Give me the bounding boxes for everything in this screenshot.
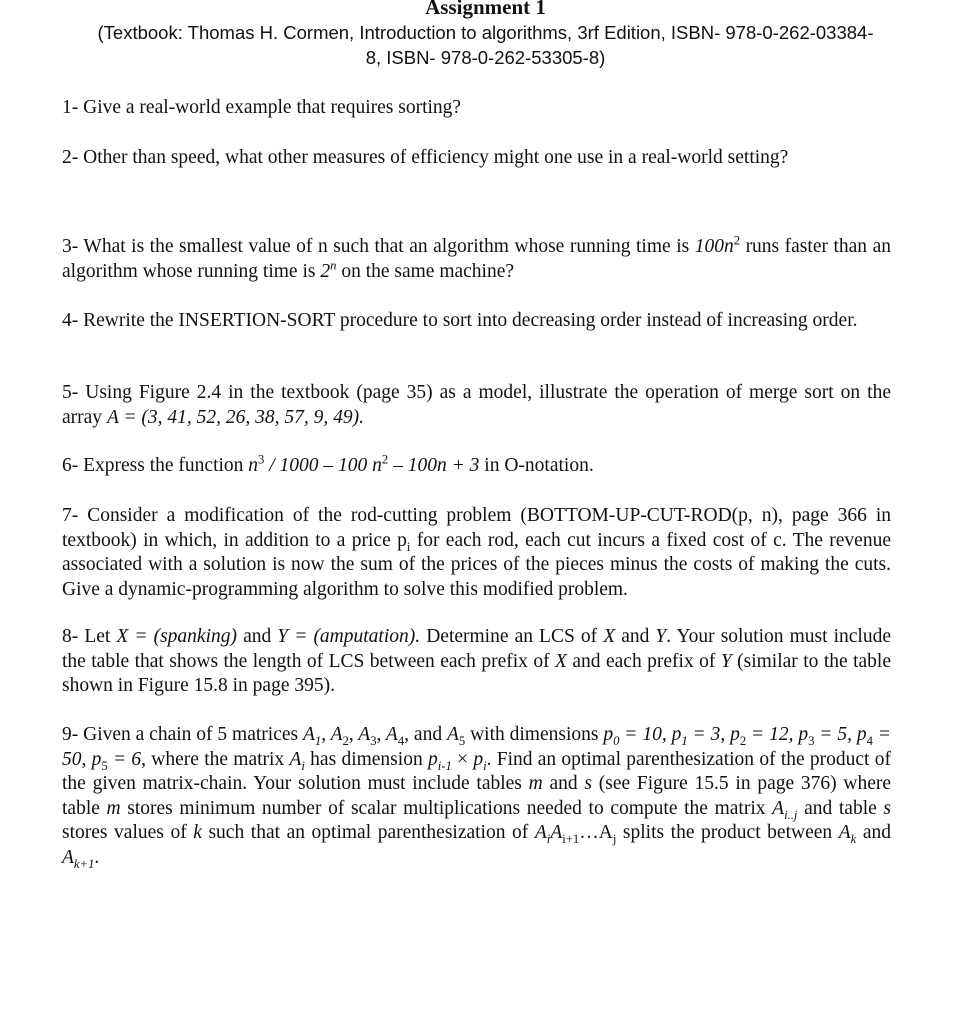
question-9 [62, 723, 896, 871]
question-text-segment: 4 [866, 733, 873, 748]
question-text-segment: with dimensions [465, 724, 604, 745]
textbook-reference [40, 20, 931, 70]
question-text-segment: Y [720, 650, 732, 672]
question-text-segment: p [603, 724, 614, 745]
question-text-segment: for each rod, each cut incurs a fixed cost of c. The revenue associated with a solution is now the sum of the prices of the pieces minus the costs of making the cuts. Give a dynamic-programming algorithm to solve this modified problem. [62, 529, 896, 600]
question-text-segment: – 100n + 3 [388, 455, 480, 476]
question-text-segment: 8- Let [62, 626, 117, 647]
question-text-segment: 4- Rewrite the INSERTION-SORT procedure to sort into decreasing order instead of increasing order. [62, 310, 858, 331]
question-text-segment: 7- Consider a modification of the rod-cutting problem (BOTTOM-UP-CUT-ROD(p, n), page 366 in textbook) in which, in addition to a price p [62, 505, 896, 551]
textbook-reference-line-1: (Textbook: Thomas H. Cormen, Introduction to algorithms, 3rf Edition, ISBN- 978-0-262-03384- [97, 22, 874, 43]
question-text-segment: 1 [681, 733, 688, 748]
question-text-segment: …A [579, 822, 613, 843]
question-text-segment: , A [376, 724, 398, 745]
question-8 [62, 625, 896, 699]
question-text-segment: m [106, 797, 121, 819]
question-text-segment: 5 [458, 733, 466, 748]
question-text-segment: A [446, 724, 459, 745]
question-text-segment: i-1 [437, 758, 452, 773]
question-text-segment: A [772, 797, 785, 819]
question-text-segment: 2- Other than speed, what other measures of efficiency might one use in a real-world setting? [62, 147, 789, 168]
question-text-segment: = 5, p [814, 724, 867, 745]
question-5 [62, 381, 896, 430]
question-text-segment: s [584, 773, 592, 794]
question-text-segment: and [542, 773, 585, 794]
question-text-segment: , A [348, 724, 371, 745]
question-text-segment: i [483, 758, 487, 773]
question-3 [62, 233, 896, 284]
question-text-segment: i [546, 831, 551, 846]
question-text-segment: × [451, 748, 474, 770]
question-text-segment: Y = (amputation). [277, 626, 421, 647]
question-text-segment: 3 [370, 733, 377, 748]
question-text-segment: 3 [808, 733, 815, 748]
textbook-reference-line-2: 8, ISBN- 978-0-262-53305-8) [365, 47, 606, 68]
question-text-segment: = 10, p [619, 724, 682, 745]
question-text-segment: 2 [733, 233, 741, 248]
question-text-segment: k [193, 822, 202, 843]
question-text-segment: 6- Express the function [62, 455, 249, 476]
question-text-segment: A [289, 748, 302, 770]
question-text-segment: such that an optimal parenthesization of [201, 822, 535, 843]
question-text-segment: 9- Given a chain of 5 matrices [62, 724, 303, 745]
question-text-segment: p [473, 748, 484, 770]
question-6 [62, 454, 891, 479]
question-text-segment: 100n [694, 236, 734, 257]
question-text-segment: i [406, 539, 411, 554]
question-text-segment: Determine an LCS of [420, 626, 604, 647]
question-text-segment: . Your solution must include the table that shows the length of LCS between each prefix of [62, 626, 896, 672]
question-text-segment: A [534, 822, 547, 843]
question-text-segment: s [883, 797, 891, 819]
question-text-segment: , A [321, 724, 343, 745]
question-text-segment: A [550, 822, 563, 843]
question-text-segment: on the same machine? [336, 260, 515, 282]
question-text-segment: = 50, p [62, 724, 896, 770]
question-text-segment: n [248, 455, 259, 476]
question-1 [62, 96, 891, 121]
question-text-segment: 3- What is the smallest value of n such that an algorithm whose running time is [62, 236, 695, 257]
question-text-segment: . Find an optimal parenthesization of the product of the given matrix-chain. Your solution must include tables [62, 748, 896, 794]
question-text-segment: m [528, 773, 543, 794]
question-text-segment: Y [655, 626, 667, 647]
question-text-segment: i+1 [562, 831, 580, 846]
question-text-segment: i [301, 758, 305, 773]
question-text-segment: A [62, 846, 74, 868]
question-text-segment: 1 [314, 733, 322, 748]
question-text-segment: , and [404, 724, 447, 745]
question-text-segment: and table [797, 797, 884, 819]
question-text-segment: X = (spanking) [116, 626, 237, 647]
question-2 [62, 146, 891, 171]
question-text-segment: i..j [784, 807, 798, 822]
question-text-segment: has dimension [304, 748, 428, 770]
question-4 [62, 309, 891, 334]
question-text-segment: runs faster than an algorithm whose running time is [62, 236, 896, 282]
question-text-segment: 2 [342, 733, 349, 748]
question-text-segment: splits the product between [616, 822, 839, 843]
question-text-segment: 3 [258, 452, 265, 467]
question-text-segment: X [603, 626, 616, 647]
question-text-segment: = 12, p [746, 724, 809, 745]
question-text-segment: where the matrix [146, 748, 290, 770]
question-text-segment: 4 [397, 733, 405, 748]
question-text-segment: . [94, 846, 100, 868]
question-text-segment: A = (3, 41, 52, 26, 38, 57, 9, 49). [106, 406, 365, 428]
question-text-segment: X [555, 650, 567, 672]
question-text-segment: and [856, 822, 896, 843]
question-text-segment: 5 [101, 758, 108, 773]
question-text-segment: and [237, 626, 278, 647]
question-text-segment: and each prefix of [566, 650, 721, 672]
question-text-segment: (similar to the table shown in Figure 15.8 in page 395). [62, 650, 896, 696]
question-text-segment: j [612, 831, 617, 846]
question-text-segment: = 6, [107, 748, 147, 770]
question-text-segment: (see Figure 15.5 in page 376) where table [62, 773, 896, 819]
question-text-segment: n [330, 258, 337, 272]
question-text-segment: 2 [739, 733, 747, 748]
question-text-segment: 5- Using Figure 2.4 in the textbook (page 35) as a model, illustrate the operation of merge sort on the array [62, 382, 896, 428]
question-text-segment: 2 [381, 452, 389, 467]
question-text-segment: and [615, 626, 656, 647]
question-text-segment: k [850, 831, 857, 846]
question-text-segment: A [838, 822, 851, 843]
question-text-segment: 2 [320, 260, 331, 282]
question-text-segment: stores minimum number of scalar multiplications needed to compute the matrix [120, 797, 773, 819]
question-text-segment: k+1 [73, 856, 95, 871]
page-title: Assignment 1 [425, 0, 546, 19]
question-text-segment: A [302, 724, 315, 745]
question-text-segment: p [427, 748, 438, 770]
question-text-segment: 0 [613, 733, 620, 748]
question-text-segment: = 3, p [687, 724, 740, 745]
question-text-segment: / 1000 – 100 n [264, 455, 382, 476]
question-7 [62, 504, 896, 602]
question-text-segment: 1- Give a real-world example that requires sorting? [62, 97, 462, 118]
question-text-segment: stores values of [62, 797, 896, 843]
question-text-segment: in O-notation. [479, 455, 594, 476]
